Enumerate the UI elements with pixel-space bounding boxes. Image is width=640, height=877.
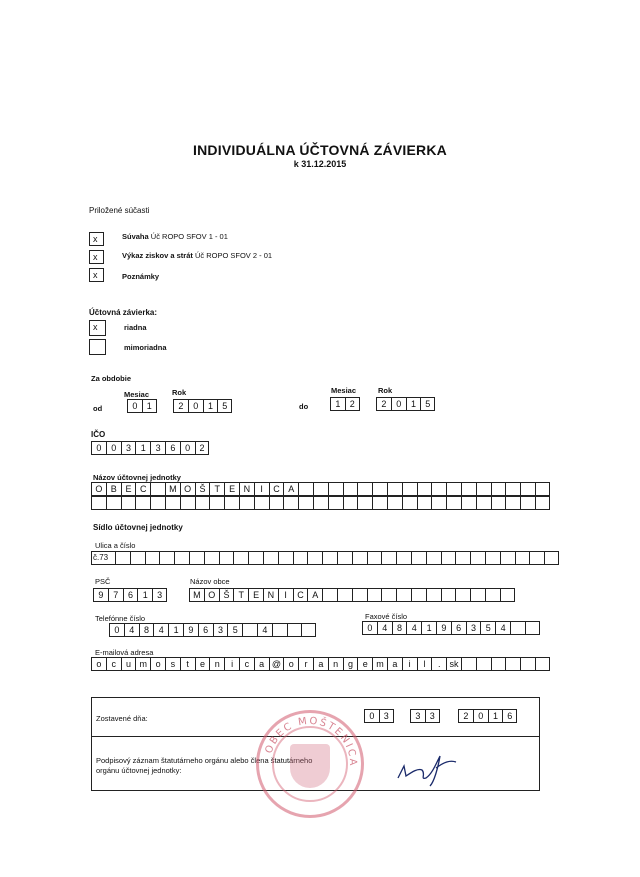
digit-cell: 2 [173,399,188,413]
attachment-checkbox-balance[interactable]: x [89,232,104,246]
char-cell [307,551,322,565]
char-cell [145,551,160,565]
street-label: Ulica a číslo [95,541,136,550]
char-cell [505,496,520,510]
char-cell: l [417,657,432,671]
char-cell: o [91,657,106,671]
psc-label: PSČ [95,577,111,586]
to-month-label: Mesiac [331,386,357,395]
char-cell [343,496,358,510]
char-cell: T [209,482,224,496]
digit-cell: 1 [406,397,421,411]
char-cell [165,496,180,510]
statement-extraordinary-label: mimoriadna [124,343,167,352]
char-cell: 0 [91,441,106,455]
ico-label: IČO [91,430,106,439]
char-cell [510,621,525,635]
char-cell [272,623,287,637]
char-cell [461,657,476,671]
char-cell: O [180,482,195,496]
from-year-label: Rok [172,388,187,397]
char-cell: M [189,588,204,602]
char-cell: 1 [168,623,183,637]
entity-name-field-row1[interactable] [91,482,550,496]
char-cell: 4 [124,623,139,637]
document-date: k 31.12.2015 [293,159,347,169]
char-cell [130,551,145,565]
ico-field[interactable] [91,441,209,455]
char-cell: e [357,657,372,671]
char-cell: 4 [406,621,421,635]
char-cell [387,482,402,496]
char-cell [402,496,417,510]
char-cell: C [293,588,308,602]
char-cell [491,482,506,496]
svg-text:OBEC MOŠTENICA: OBEC MOŠTENICA [263,715,359,768]
char-cell [505,657,520,671]
char-cell [219,551,234,565]
char-cell [500,551,515,565]
char-cell: N [263,588,278,602]
stamp-text [256,710,364,818]
char-cell [381,588,396,602]
date-day-field[interactable] [364,709,394,723]
char-cell: 0 [362,621,377,635]
signature-mark [392,748,462,788]
char-cell [417,482,432,496]
char-cell: o [150,657,165,671]
entity-name-field-row2[interactable] [91,496,550,510]
char-cell [520,496,535,510]
char-cell [485,588,500,602]
char-cell [301,623,316,637]
digit-cell: 6 [502,709,517,723]
char-cell [343,482,358,496]
char-cell [470,588,485,602]
char-cell: 5 [480,621,495,635]
street-field[interactable] [91,551,559,565]
char-cell: u [121,657,136,671]
char-cell [381,551,396,565]
digit-cell: 0 [473,709,488,723]
date-year-field[interactable] [458,709,517,723]
statement-regular-label: riadna [124,323,147,332]
char-cell: 3 [152,588,167,602]
char-cell: 0 [109,623,124,637]
char-cell [396,551,411,565]
char-cell: r [298,657,313,671]
char-cell [411,551,426,565]
from-label: od [93,404,103,413]
char-cell [224,496,239,510]
char-cell [520,482,535,496]
date-label: Zostavené dňa: [96,714,148,723]
char-cell [121,496,136,510]
char-cell [402,482,417,496]
char-cell [485,551,500,565]
digit-cell: 0 [188,399,203,413]
char-cell [431,482,446,496]
char-cell: 6 [198,623,213,637]
char-cell [491,657,506,671]
fax-label: Faxové číslo [365,612,408,621]
digit-cell: 1 [330,397,345,411]
char-cell [455,588,470,602]
char-cell: m [135,657,150,671]
email-field[interactable] [91,657,550,671]
char-cell: c [239,657,254,671]
date-month-field[interactable] [410,709,440,723]
char-cell [431,496,446,510]
char-cell: 1 [421,621,436,635]
email-label: E-mailová adresa [95,648,154,657]
char-cell [529,551,544,565]
char-cell: a [313,657,328,671]
char-cell [417,496,432,510]
phone-label: Telefónne číslo [95,614,146,623]
char-cell [313,496,328,510]
char-cell: O [204,588,219,602]
char-cell [204,551,219,565]
char-cell: M [165,482,180,496]
attachment-checkbox-profit-loss[interactable]: x [89,250,104,264]
char-cell: I [278,588,293,602]
char-cell: 1 [137,588,152,602]
char-cell [441,588,456,602]
char-cell [372,482,387,496]
char-cell: Š [195,482,210,496]
signature-label-line2: orgánu účtovnej jednotky: [96,766,182,775]
char-cell [150,496,165,510]
char-cell: i [402,657,417,671]
char-cell: N [239,482,254,496]
char-cell [461,496,476,510]
char-cell [535,657,550,671]
char-cell [544,551,559,565]
char-cell: n [209,657,224,671]
char-cell: @ [269,657,284,671]
char-cell: Š [219,588,234,602]
char-cell [254,496,269,510]
char-cell [180,496,195,510]
char-cell: E [248,588,263,602]
char-cell: I [254,482,269,496]
char-cell [505,482,520,496]
char-cell [248,551,263,565]
char-cell [189,551,204,565]
char-cell: c [106,657,121,671]
attachment-checkbox-notes[interactable]: x [89,268,104,282]
char-cell [242,623,257,637]
char-cell [195,496,210,510]
char-cell: sk [446,657,461,671]
char-cell [396,588,411,602]
from-month-label: Mesiac [124,390,150,399]
char-cell: 4 [153,623,168,637]
char-cell: E [121,482,136,496]
to-month-field[interactable] [330,397,360,411]
char-cell [446,496,461,510]
attachment-balance-label: Súvaha Úč ROPO SFOV 1 - 01 [122,232,228,241]
digit-cell: 1 [203,399,218,413]
char-cell [322,588,337,602]
char-cell [446,482,461,496]
char-cell: . [431,657,446,671]
char-cell [91,496,106,510]
char-cell [269,496,284,510]
char-cell [233,551,248,565]
char-cell: A [307,588,322,602]
char-cell: n [328,657,343,671]
char-cell: 6 [165,441,180,455]
char-cell [357,496,372,510]
char-cell: a [254,657,269,671]
char-cell [287,623,302,637]
digit-cell: 5 [217,399,232,413]
digit-cell: 5 [420,397,435,411]
attachment-profit-loss-label: Výkaz ziskov a strát Úč ROPO SFOV 2 - 01 [122,251,273,260]
char-cell [387,496,402,510]
digit-cell: 0 [391,397,406,411]
statement-type-label: Účtovná závierka: [89,308,158,317]
char-cell [372,496,387,510]
char-cell: 0 [180,441,195,455]
char-cell [150,482,165,496]
digit-cell: 1 [142,399,157,413]
char-cell: a [387,657,402,671]
char-cell: 3 [213,623,228,637]
signature-label-line1: Podpisový záznam štatutárneho orgánu alebo člena štatutárneho [96,756,313,765]
char-cell [491,496,506,510]
char-cell [455,551,470,565]
char-cell: O [91,482,106,496]
char-cell: m [372,657,387,671]
char-cell: T [233,588,248,602]
char-cell: g [343,657,358,671]
char-cell [367,588,382,602]
period-label: Za obdobie [91,374,131,383]
char-cell [441,551,456,565]
digit-cell: 3 [379,709,394,723]
char-cell [515,551,530,565]
char-cell [520,657,535,671]
char-cell: 9 [436,621,451,635]
from-year-field[interactable] [173,399,232,413]
char-cell [239,496,254,510]
char-cell [283,496,298,510]
char-cell [322,551,337,565]
char-cell: 4 [495,621,510,635]
char-cell: A [283,482,298,496]
char-cell: 4 [377,621,392,635]
char-cell [426,551,441,565]
char-cell: 6 [451,621,466,635]
char-cell: 9 [93,588,108,602]
char-cell: C [135,482,150,496]
char-cell [525,621,540,635]
char-cell: 3 [150,441,165,455]
char-cell [115,551,130,565]
digit-cell: 2 [458,709,473,723]
char-cell [535,496,550,510]
char-cell: o [283,657,298,671]
to-label: do [299,402,309,411]
char-cell [476,496,491,510]
char-cell [135,496,150,510]
char-cell: 3 [121,441,136,455]
char-cell: č.73 [91,551,115,565]
char-cell [352,551,367,565]
char-cell [461,482,476,496]
char-cell [106,496,121,510]
char-cell: 2 [195,441,210,455]
digit-cell: 2 [376,397,391,411]
seat-label: Sídlo účtovnej jednotky [93,523,183,532]
char-cell: i [224,657,239,671]
char-cell: 6 [123,588,138,602]
to-year-label: Rok [378,386,393,395]
char-cell [174,551,189,565]
char-cell [500,588,515,602]
digit-cell: 2 [345,397,360,411]
digit-cell: 3 [410,709,425,723]
char-cell [278,551,293,565]
char-cell [426,588,441,602]
char-cell: 1 [135,441,150,455]
char-cell [476,482,491,496]
to-year-field[interactable] [376,397,435,411]
char-cell [411,588,426,602]
attachment-notes-label: Poznámky [122,272,160,281]
char-cell [298,496,313,510]
char-cell: e [195,657,210,671]
char-cell [159,551,174,565]
char-cell: 5 [227,623,242,637]
town-field[interactable] [189,588,515,602]
char-cell: 4 [257,623,272,637]
digit-cell: 0 [364,709,379,723]
char-cell: C [269,482,284,496]
char-cell: 8 [139,623,154,637]
char-cell [293,551,308,565]
char-cell [298,482,313,496]
town-label: Názov obce [190,577,230,586]
char-cell [337,588,352,602]
char-cell [209,496,224,510]
char-cell [352,588,367,602]
attachments-label: Priložené súčasti [89,206,150,215]
char-cell: 9 [183,623,198,637]
char-cell [263,551,278,565]
char-cell [367,551,382,565]
char-cell: t [180,657,195,671]
psc-field[interactable] [93,588,167,602]
char-cell [337,551,352,565]
digit-cell: 0 [127,399,142,413]
char-cell: 7 [108,588,123,602]
char-cell [476,657,491,671]
phone-field[interactable] [109,623,316,637]
from-month-field[interactable] [127,399,157,413]
char-cell: E [224,482,239,496]
statement-regular-checkbox[interactable]: x [89,320,106,336]
fax-field[interactable] [362,621,540,635]
char-cell [470,551,485,565]
char-cell: 3 [466,621,481,635]
char-cell [328,482,343,496]
entity-name-label: Názov účtovnej jednotky [93,473,181,482]
char-cell [328,496,343,510]
char-cell [535,482,550,496]
char-cell: 8 [392,621,407,635]
char-cell [357,482,372,496]
char-cell: 0 [106,441,121,455]
document-title: INDIVIDUÁLNA ÚČTOVNÁ ZÁVIERKA [193,142,447,158]
char-cell: s [165,657,180,671]
statement-extraordinary-checkbox[interactable] [89,339,106,355]
char-cell [313,482,328,496]
digit-cell: 3 [425,709,440,723]
char-cell: B [106,482,121,496]
digit-cell: 1 [488,709,503,723]
